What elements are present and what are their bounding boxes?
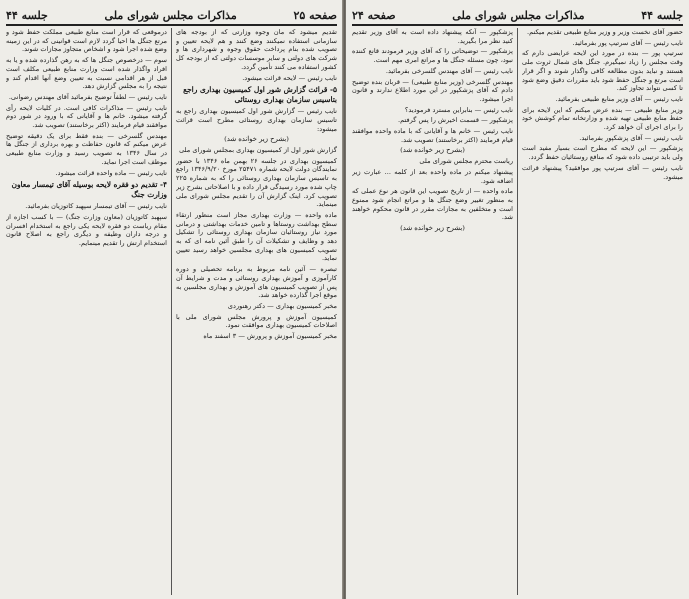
- note-line: (بشرح زیر خوانده شد): [400, 146, 465, 155]
- page-columns: [352, 28, 683, 595]
- paragraph: گزارش شور اول از کمیسیون بهداری بمجلس شورای ملی: [179, 146, 337, 155]
- paragraph: نایب رئیس — گزارش شور اول کمیسیون بهداری راجع به تاسیس سازمان بهداری روستائی مطرح است قرائت میشود:: [176, 107, 337, 133]
- paragraph: نایب رئیس — خانم ها و آقایانی که با ماده واحده موافقند قیام فرمایند (اکثر برخاستند) تصویب شد.: [352, 127, 513, 144]
- paragraph: سپهبد کاتوزیان (معاون وزارت جنگ) — با کسب اجازه از مقام ریاست دو فقره لایحه یکی راجع به استخدام افسران و درجه داران وظیفه و دیگری راجع به اصلاح قانون استخدام ارتش را تقدیم مینمایم.: [6, 212, 167, 248]
- note-line: (بشرح زیر خوانده شد): [224, 135, 289, 144]
- paragraph: نایب رئیس — ماده واحده قرائت میشود.: [55, 168, 167, 177]
- page-header: [6, 6, 337, 26]
- paragraph: نایب رئیس — آقای سرتیپ پور موافقید؟ پیشنهاد قرائت میشود.: [522, 163, 683, 181]
- section-heading: ۵- قرائت گزارش شور اول کمیسیون بهداری راجع بتاسیس سازمان بهداری روستائی: [183, 85, 337, 104]
- publication-title: مذاکرات مجلس شورای ملی: [104, 8, 237, 22]
- page-number: صفحه ۲۵: [293, 8, 337, 22]
- paragraph: ماده واحده — وزارت بهداری مجاز است منظور ارتقاء سطح بهداشت روستاها و تامین خدمات بهداشتی و درمانی مورد نیاز روستائیان سازمان بهداری روستائی را تشکیل دهد و وظایف و تشکیلات آن را طبق آئین نامه ای که به تصویب کمیسیون های بهداری مجلسین خواهد رسید تعیین نماید.: [176, 210, 337, 263]
- page-columns: [6, 28, 337, 595]
- publication-title: مذاکرات مجلس شورای ملی: [452, 8, 585, 22]
- column-left: [352, 28, 518, 595]
- paragraph: وزیر منابع طبیعی — بنده عرض میکنم که این لایحه برای حفظ منابع طبیعی تهیه شده و وزارتخانه تمام کوشش خود را برای اجرای آن خواهد کرد.: [522, 105, 683, 132]
- paragraph: حضور آقای نخست وزیر و وزیر منابع طبیعی تقدیم میکنم.: [527, 28, 683, 36]
- paragraph: مخبر کمیسیون بهداری — دکتر رهنوردی: [227, 301, 337, 310]
- paragraph: ریاست محترم مجلس شورای ملی: [419, 157, 513, 166]
- paragraph: نایب رئیس — بنابراین مسترد فرمودید؟: [404, 105, 513, 114]
- paragraph: پزشکپور — قسمت اخیرش را پس گرفتم.: [398, 116, 513, 125]
- paragraph: پزشکپور — آنکه پیشنهاد داده است به آقای وزیر تقدیم کنید نظر مرا بگیرید.: [352, 28, 513, 45]
- paragraph: کمیسیون بهداری در جلسه ۲۶ بهمن ماه ۱۳۴۶ با حضور نمایندگان دولت لایحه شماره ۲۵۴۷۱ مورخ ۱۳۴۶/۹/۲۰ راجع به تاسیس سازمان بهداری روستائی را که به شماره ۲۲۵ چاپ شده مورد رسیدگی قرار داده و با اصلاحاتی بشرح زیر تصویب کرد. اینک گزارش آن را تقدیم مجلس شورای ملی مینماید.: [176, 156, 337, 209]
- column-right: [522, 28, 683, 595]
- page-25: [0, 0, 343, 599]
- session-number: جلسه ۴۴: [641, 8, 683, 22]
- column-right: [176, 28, 337, 595]
- page-24: [346, 0, 689, 599]
- paragraph: سرتیپ پور — بنده در مورد این لایحه عرایضی دارم که وقت مجلس را زیاد نمیگیرم. جنگل های شمال ثروت ملی هستند و نباید بدون مطالعه کافی واگذار شوند و اگر قرار است مرتع و جنگل حفظ شود باید مقررات دقیق وضع شود تا کسی نتواند تجاوز کند.: [522, 49, 683, 93]
- paragraph: مهندس گلسرخی — بنده فقط برای یک دقیقه توضیح عرض میکنم که قانون حفاظت و بهره برداری از جنگل ها در سال ۱۳۴۶ به تصویب رسید و وزارت منابع طبیعی موظف است اجرا نماید.: [6, 131, 168, 166]
- paragraph: سوم — درخصوص جنگل ها که به رهن گذارده شده و یا به افراد واگذار شده است وزارت منابع طبیعی مکلف است قبل از هر اقدامی نسبت به تعیین وضع آنها اقدام کند و نتیجه را به مجلس گزارش دهد.: [6, 56, 167, 91]
- column-left: [6, 28, 172, 595]
- paragraph: نایب رئیس — آقای پزشکپور بفرمائید.: [579, 133, 683, 142]
- paragraph: پزشکپور — توضیحاتی را که آقای وزیر فرمودند قانع کننده نبود، چون مسئله جنگل ها و مراتع امری مهم است.: [352, 47, 513, 65]
- paragraph: نایب رئیس — لطفاً توضیح بفرمائید آقای مهندس رضوانی.: [8, 92, 167, 101]
- paragraph: مهندس گلسرخی (وزیر منابع طبیعی) — قربان بنده توضیح دادم که آقای پزشکپور در این مورد اطلاع ندارند و قانون اجرا میشود.: [352, 77, 513, 103]
- paragraph: درموقعی که قرار است منابع طبیعی مملکت حفظ شود و مرتع جنگل ها احیا گردد لازم است قوانینی که در این زمینه وضع شده اجرا شود و اشخاص متجاوز مجازات شوند.: [6, 28, 167, 54]
- paragraph: پیشنهاد میکنم در ماده واحده بعد از کلمه ... عبارت زیر اضافه شود.: [352, 167, 513, 185]
- paragraph: ماده واحده — از تاریخ تصویب این قانون هر نوع عملی که به منظور تغییر وضع جنگل ها و مراتع انجام شود ممنوع است و متخلفین به مجازات مقرر در قانون محکوم خواهند شد.: [352, 187, 513, 222]
- paragraph: پزشکپور — این لایحه که مطرح است بسیار مفید است ولی باید ترتیبی داده شود که منافع روستائیان حفظ گردد.: [522, 144, 683, 162]
- paragraph: مخبر کمیسیون آموزش و پرورش — ۳ اسفند ماه: [203, 332, 337, 341]
- paragraph: نایب رئیس — مذاکرات کافی است. در کلیات لایحه رأی گرفته میشود. خانم ها و آقایانی که با ورود در شور دوم موافقند قیام فرمایند (اکثر برخاستند) تصویب شد.: [6, 103, 167, 130]
- paragraph: نایب رئیس — آقای وزیر منابع طبیعی بفرمائید.: [555, 94, 683, 103]
- paragraph: تبصره — آئین نامه مربوط به برنامه تحصیلی و دوره کارآموزی و آموزش بهداری روستائی و مدت و شرایط آن پس از تصویب کمیسیون های آموزش و بهداری مجلسین به موقع اجرا گذارده خواهد شد.: [176, 265, 337, 300]
- paragraph: نایب رئیس — آقای سرتیپ پور بفرمائید.: [572, 38, 683, 47]
- note-line: (بشرح زیر خوانده شد): [400, 224, 465, 233]
- paragraph: کمیسیون آموزش و پرورش مجلس شورای ملی با اصلاحات کمیسیون بهداری موافقت نمود.: [176, 312, 337, 330]
- paragraph: نایب رئیس — آقای تیمسار سپهبد کاتوزیان بفرمائید.: [25, 202, 167, 211]
- paragraph: نایب رئیس — آقای مهندس گلسرخی بفرمائید.: [385, 66, 513, 75]
- paragraph: نایب رئیس — لایحه قرائت میشود.: [242, 73, 337, 82]
- section-heading: ۴- تقدیم دو فقره لایحه بوسیله آقای تیمسار معاون وزارت جنگ: [11, 180, 167, 199]
- paragraph: تقدیم میشود که مان وجوه وزارتی که از بودجه های سازمانی استفاده نمیکنند وضع کنند و هم لایحه تعیین و تصویب شده بنام پرداخت حقوق وجوه و شهرداری ها و شرکت های دولتی و سایر موسسات دولتی که از بودجه کل کشور استفاده می کنند تأمین گردد.: [176, 28, 337, 71]
- session-number: جلسه ۴۴: [6, 8, 48, 22]
- page-header: [352, 6, 683, 26]
- page-number: صفحه ۲۴: [352, 8, 396, 22]
